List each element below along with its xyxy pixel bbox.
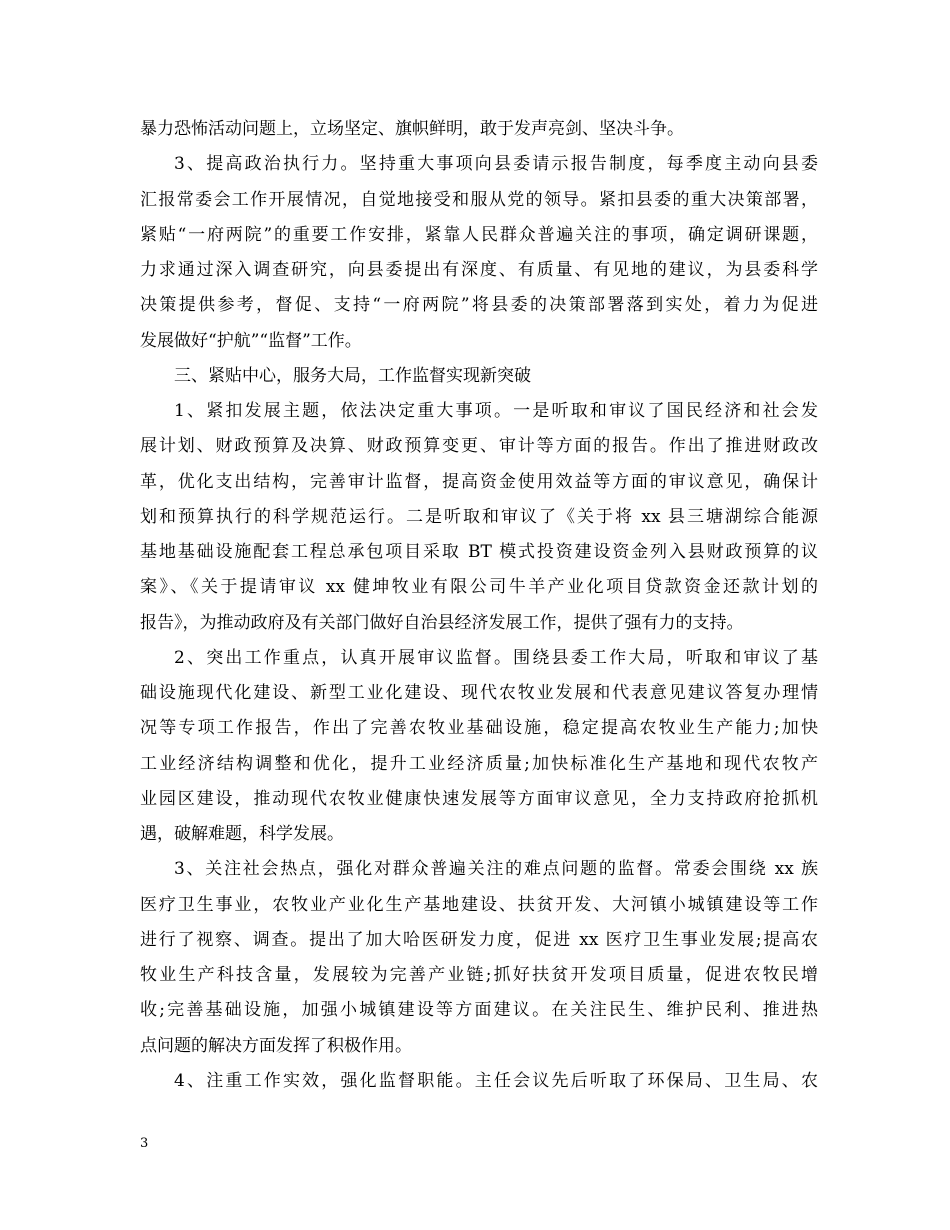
text-line-10: 展计划、财政预算及决算、财政预算变更、审计等方面的报告。作出了推进财政改 <box>140 436 818 457</box>
text-line-27: 点问题的解决方面发挥了积极作用。 <box>140 1035 412 1056</box>
text-line-13: 基地基础设施配套工程总承包项目采取 BT 模式投资建设资金列入县财政预算的议 <box>140 542 818 562</box>
body-text <box>140 112 818 1099</box>
text-line-6: 决策提供参考，督促、支持“一府两院”将县委的决策部署落到实处，着力为促进 <box>140 295 818 316</box>
text-line-12: 划和预算执行的科学规范运行。二是听取和审议了《关于将 xx 县三塘湖综合能源 <box>140 506 818 527</box>
text-line-18: 况等专项工作报告，作出了完善农牧业基础设施，稳定提高农牧业生产能力;加快 <box>140 718 818 739</box>
text-line-19: 工业经济结构调整和优化，提升工业经济质量;加快标准化生产基地和现代农牧产 <box>140 753 818 774</box>
text-line-16: 2、突出工作重点，认真开展审议监督。围绕县委工作大局，听取和审议了基 <box>174 647 818 668</box>
text-line-3: 汇报常委会工作开展情况，自觉地接受和服从党的领导。紧扣县委的重大决策部署， <box>140 189 818 210</box>
text-line-15: 报告》，为推动政府及有关部门做好自治县经济发展工作，提供了强有力的支持。 <box>140 612 744 633</box>
text-line-7: 发展做好“护航”“监督”工作。 <box>140 330 362 351</box>
section-heading: 三、紧贴中心，服务大局，工作监督实现新突破 <box>174 365 531 386</box>
text-line-17: 础设施现代化建设、新型工业化建设、现代农牧业发展和代表意见建议答复办理情 <box>140 683 818 703</box>
page-number: 3 <box>140 1136 149 1151</box>
text-line-24: 进行了视察、调查。提出了加大哈医研发力度，促进 xx 医疗卫生事业发展;提高农 <box>140 929 818 950</box>
text-line-4: 紧贴“一府两院”的重要工作安排，紧靠人民群众普遍关注的事项，确定调研课题， <box>140 224 818 245</box>
text-line-2: 3、提高政治执行力。坚持重大事项向县委请示报告制度，每季度主动向县委 <box>174 154 818 175</box>
text-line-1: 暴力恐怖活动问题上，立场坚定、旗帜鲜明，敢于发声亮剑、坚决斗争。 <box>140 119 684 139</box>
text-line-25: 牧业生产科技含量，发展较为完善产业链;抓好扶贫开发项目质量，促进农牧民增 <box>140 965 818 985</box>
text-line-28: 4、注重工作实效，强化监督职能。主任会议先后听取了环保局、卫生局、农 <box>174 1070 818 1091</box>
text-line-23: 医疗卫生事业，农牧业产业化生产基地建设、扶贫开发、大河镇小城镇建设等工作 <box>140 894 818 915</box>
text-line-20: 业园区建设，推动现代农牧业健康快速发展等方面审议意见，全力支持政府抢抓机 <box>140 788 818 809</box>
text-line-11: 革，优化支出结构，完善审计监督，提高资金使用效益等方面的审议意见，确保计 <box>140 471 818 492</box>
text-line-14: 案》、《关于提请审议 xx 健坤牧业有限公司牛羊产业化项目贷款资金还款计划的 <box>140 577 818 598</box>
text-line-5: 力求通过深入调查研究，向县委提出有深度、有质量、有见地的建议，为县委科学 <box>140 260 818 280</box>
text-line-26: 收;完善基础设施，加强小城镇建设等方面建议。在关注民生、维护民利、推进热 <box>140 1000 818 1021</box>
text-line-22: 3、关注社会热点，强化对群众普遍关注的难点问题的监督。常委会围绕 xx 族 <box>174 859 818 880</box>
text-line-21: 遇，破解难题，科学发展。 <box>140 824 344 844</box>
text-line-9: 1、紧扣发展主题，依法决定重大事项。一是听取和审议了国民经济和社会发 <box>174 401 818 421</box>
